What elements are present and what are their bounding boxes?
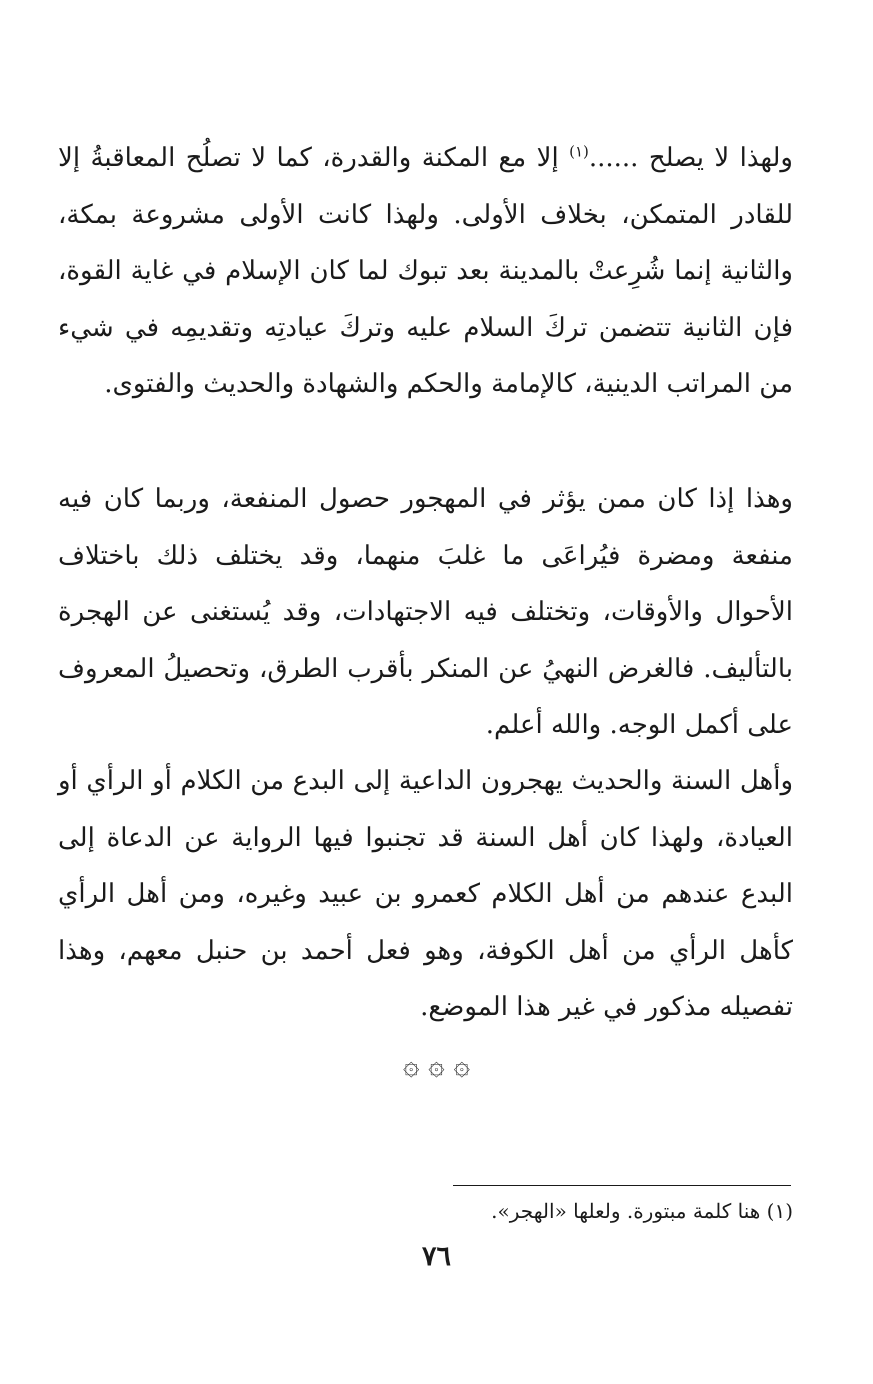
footnote-reference: (١)	[569, 142, 589, 161]
page-number: ٧٦	[421, 1241, 451, 1272]
footnote-separator	[453, 1185, 791, 1186]
footnote-1: (١) هنا كلمة مبتورة. ولعلها «الهجر».	[491, 1199, 793, 1223]
paragraph-1-rest: إلا مع المكنة والقدرة، كما لا تصلُح المعاقبةُ إلا للقادر المتمكن، بخلاف الأولى. ولهذا كانت الأولى مشروعة بمكة، والثانية إنما شُرِعتْ بالمدينة بعد تبوك لما كان الإسلام في غاية القوة، فإن الثانية تتضمن تركَ السلام عليه وتركَ عيادتِه وتقديمِه في شيء من المراتب الدينية، كالإمامة والحكم والشهادة والحديث والفتوى.	[58, 143, 793, 399]
paragraph-1-opening: ولهذا لا يصلح ......	[588, 143, 793, 173]
section-end-ornaments: ۞ ۞ ۞	[402, 1048, 471, 1081]
paragraph-3: وأهل السنة والحديث يهجرون الداعية إلى البدع من الكلام أو الرأي أو العيادة، ولهذا كان أهل السنة قد تجنبوا فيها الرواية عن الدعاة إلى البدع عندهم من أهل الكلام كعمرو بن عبيد وغيره، ومن أهل الرأي كأهل الرأي من أهل الكوفة، وهو فعل أحمد بن حنبل معهم، وهذا تفصيله مذكور في غير هذا الموضع.	[58, 766, 793, 1022]
paragraph-2: وهذا إذا كان ممن يؤثر في المهجور حصول المنفعة، وربما كان فيه منفعة ومضرة فيُراعَى ما غلبَ منهما، وقد يختلف ذلك باختلاف الأحوال والأوقات، وتختلف فيه الاجتهادات، وقد يُستغنى عن الهجرة بالتأليف. فالغرض النهيُ عن المنكر بأقرب الطرق، وتحصيلُ المعروف على أكمل الوجه. والله أعلم.	[58, 484, 793, 740]
paragraph-1	[58, 130, 793, 413]
